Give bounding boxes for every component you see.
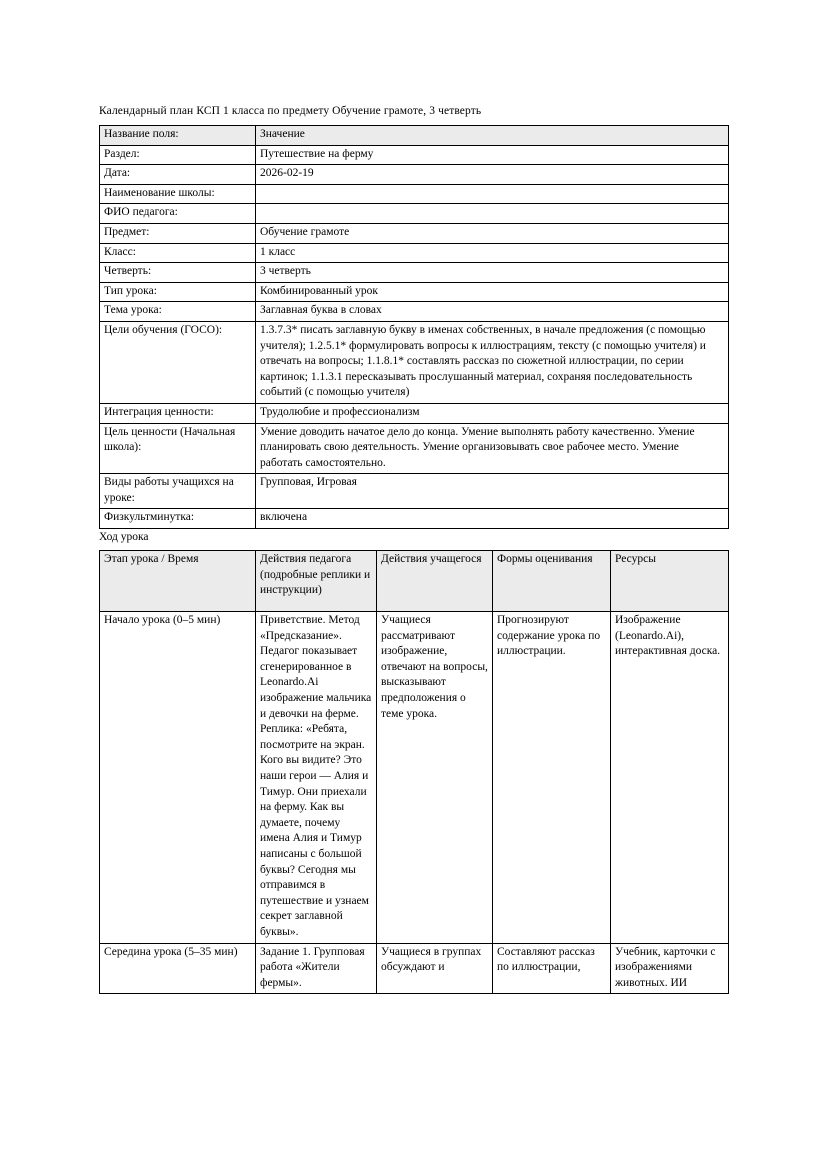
cell-resources-text: Учебник, карточки с изображениями животных. ИИ (615, 945, 716, 989)
row-label: Раздел: (100, 145, 256, 165)
table-row (100, 282, 729, 302)
row-label: Тема урока: (100, 302, 256, 322)
table-row (100, 474, 729, 509)
page-title: Календарный план КСП 1 класса по предмету Обучение грамоте, 3 четверть (99, 105, 482, 117)
row-value: Заглавная буква в словах (256, 302, 729, 322)
lesson-flow-table (99, 550, 729, 994)
cell-teacher (256, 943, 377, 994)
section-caption-lesson-flow: Ход урока (99, 531, 149, 544)
cell-resources (611, 943, 729, 994)
row-value: Комбинированный урок (256, 282, 729, 302)
table-row (100, 145, 729, 165)
column-header-stage: Этап урока / Время (100, 551, 256, 612)
meta-table-body (100, 126, 729, 529)
cell-assessment (493, 943, 611, 994)
row-label: Виды работы учащихся на уроке: (100, 474, 256, 509)
row-value: Путешествие на ферму (256, 145, 729, 165)
table-row (100, 321, 729, 403)
table-row (100, 943, 729, 994)
row-label: Тип урока: (100, 282, 256, 302)
lesson-meta-table (99, 125, 729, 529)
table-row (100, 184, 729, 204)
row-value: 2026-02-19 (256, 165, 729, 185)
row-value: Групповая, Игровая (256, 474, 729, 509)
table-row (100, 612, 729, 943)
row-label: Цель ценности (Начальная школа): (100, 423, 256, 474)
row-value: 1.3.7.3* писать заглавную букву в именах собственных, в начале предложения (с помощью учителя); 1.2.5.1* формулировать вопросы к иллюстрациям, тексту (с помощью учителя) и отвечать на вопросы; 1.1.8.1* составлять рассказ по сюжетной иллюстрации, по серии картинок; 1.1.3.1 пересказывать прослушанный материал, сохраняя последовательность событий (с помощью учителя) (256, 321, 729, 403)
row-value: Обучение грамоте (256, 223, 729, 243)
cell-stage: Начало урока (0–5 мин) (100, 612, 256, 943)
cell-stage-text: Середина урока (5–35 мин) (104, 945, 238, 958)
table-row (100, 204, 729, 224)
row-label: Четверть: (100, 263, 256, 283)
flow-table-body (100, 551, 729, 994)
table-row (100, 302, 729, 322)
cell-stage (100, 943, 256, 994)
row-value: Умение доводить начатое дело до конца. Умение выполнять работу качественно. Умение планировать свою деятельность. Умение организовывать свое рабочее место. Умение работать самостоятельно. (256, 423, 729, 474)
table-row (100, 423, 729, 474)
table-row (100, 263, 729, 283)
table-row (100, 223, 729, 243)
row-value: включена (256, 509, 729, 529)
row-value (256, 204, 729, 224)
table-row (100, 165, 729, 185)
table-row (100, 243, 729, 263)
cell-teacher-text: Задание 1. Групповая работа «Жители фермы». (260, 945, 365, 989)
row-value: Трудолюбие и профессионализм (256, 403, 729, 423)
header-value-label: Значение (256, 126, 729, 146)
table-row (100, 509, 729, 529)
cell-student: Учащиеся рассматривают изображение, отвечают на вопросы, высказывают предположения о теме урока. (377, 612, 493, 943)
row-value: 3 четверть (256, 263, 729, 283)
table-row (100, 403, 729, 423)
row-label: Наименование школы: (100, 184, 256, 204)
column-header-resources: Ресурсы (611, 551, 729, 612)
table-header-row (100, 551, 729, 612)
column-header-assessment: Формы оценивания (493, 551, 611, 612)
row-value: 1 класс (256, 243, 729, 263)
column-header-student: Действия учащегося (377, 551, 493, 612)
cell-resources: Изображение (Leonardo.Ai), интерактивная доска. (611, 612, 729, 943)
row-label: ФИО педагога: (100, 204, 256, 224)
row-label: Предмет: (100, 223, 256, 243)
cell-assessment: Прогнозируют содержание урока по иллюстрации. (493, 612, 611, 943)
row-label: Цели обучения (ГОСО): (100, 321, 256, 403)
row-label: Физкультминутка: (100, 509, 256, 529)
row-label: Класс: (100, 243, 256, 263)
column-header-teacher: Действия педагога (подробные реплики и инструкции) (256, 551, 377, 612)
cell-teacher: Приветствие. Метод «Предсказание». Педагог показывает сгенерированное в Leonardo.Ai изображение мальчика и девочки на ферме. Реплика: «Ребята, посмотрите на экран. Кого вы видите? Это наши герои — Алия и Тимур. Они приехали на ферму. Как вы думаете, почему имена Алия и Тимур написаны с большой буквы? Сегодня мы отправимся в путешествие и узнаем секрет заглавной буквы». (256, 612, 377, 943)
cell-assessment-text: Составляют рассказ по иллюстрации, (497, 945, 595, 974)
row-label: Интеграция ценности: (100, 403, 256, 423)
table-header-row (100, 126, 729, 146)
header-field-label: Название поля: (100, 126, 256, 146)
cell-student-text: Учащиеся в группах обсуждают и (381, 945, 482, 974)
cell-student (377, 943, 493, 994)
row-value (256, 184, 729, 204)
row-label: Дата: (100, 165, 256, 185)
